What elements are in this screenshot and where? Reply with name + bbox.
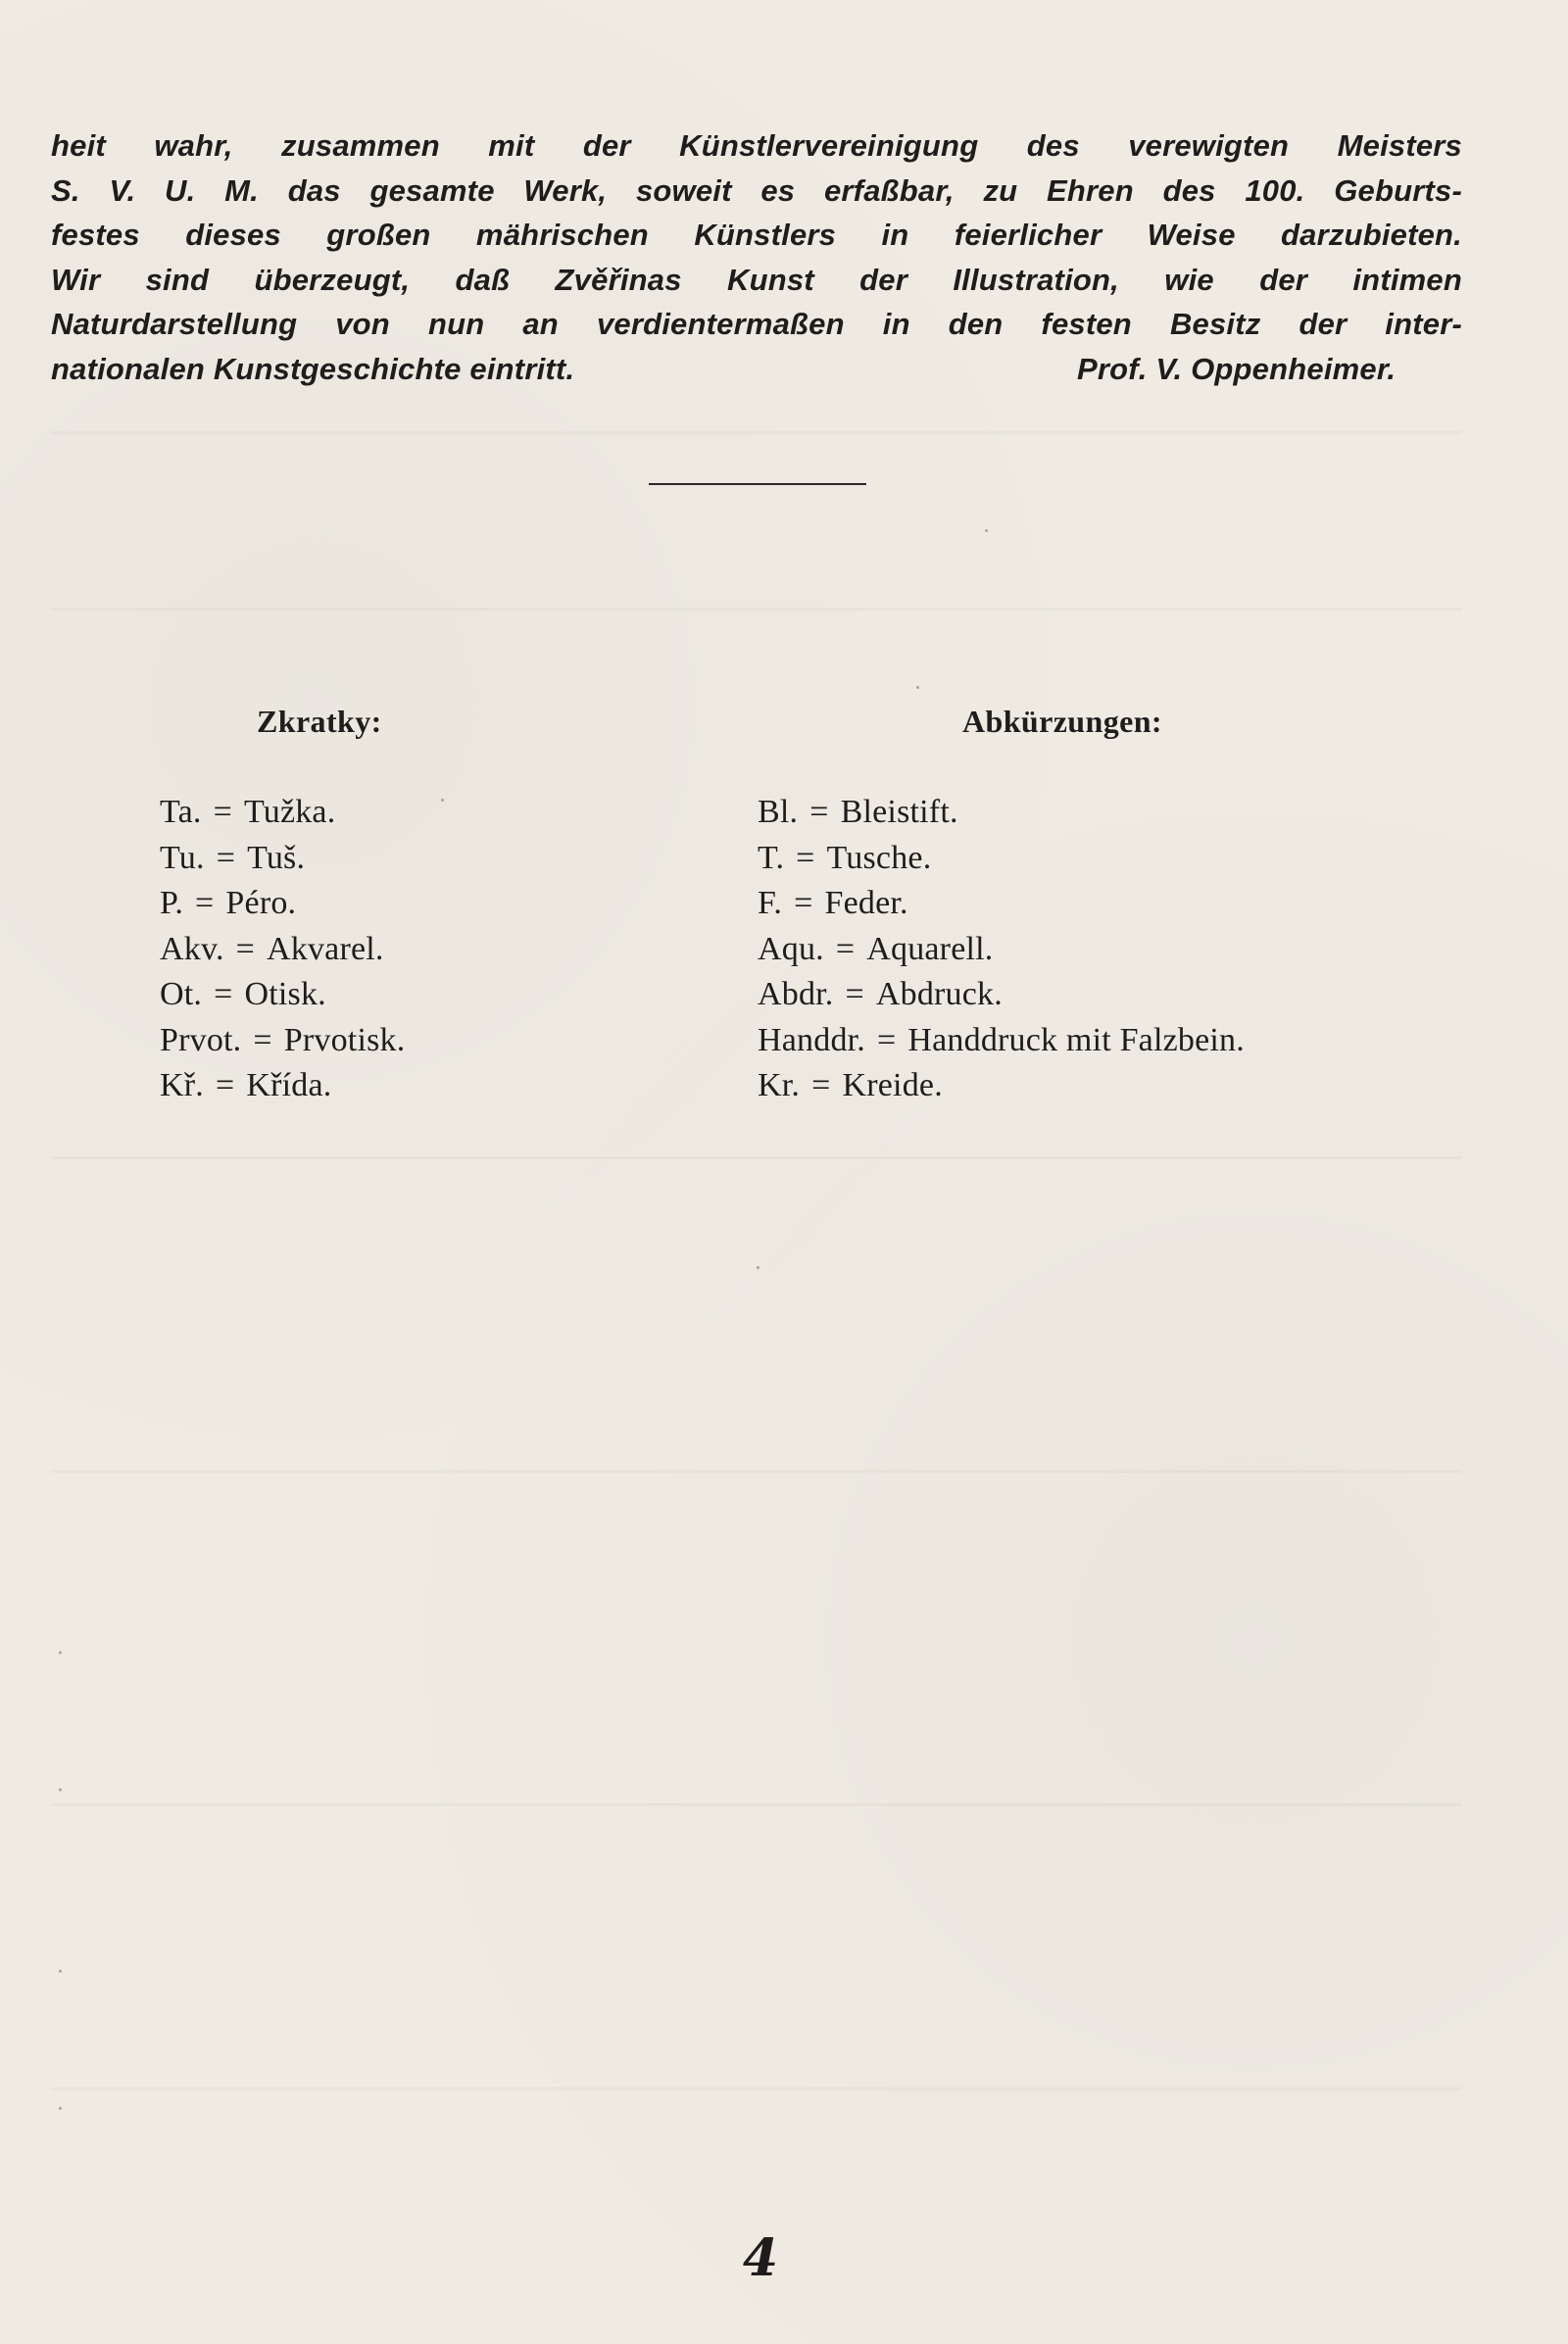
equals-sign: = — [235, 930, 256, 967]
abbreviation: Handdr. — [758, 1021, 865, 1058]
abbreviation-entry — [160, 836, 405, 882]
paragraph-last-line-text: nationalen Kunstgeschichte eintritt. — [51, 351, 575, 386]
german-abbreviations-heading: Abkürzungen: — [962, 704, 1162, 739]
abbreviation: Abdr. — [758, 976, 834, 1012]
text-paragraph — [51, 123, 1462, 391]
czech-abbreviations-list — [160, 790, 405, 1109]
abbreviation: Ta. — [160, 794, 202, 830]
abbreviation: Kř. — [160, 1067, 204, 1103]
abbreviation-meaning: Kreide. — [842, 1067, 943, 1103]
paragraph-line: heit wahr, zusammen mit der Künstlervereinigung des verewigten Meisters — [51, 128, 1462, 163]
abbreviation: Bl. — [758, 794, 799, 830]
equals-sign: = — [215, 1067, 235, 1103]
abbreviation: T. — [758, 839, 785, 876]
equals-sign: = — [877, 1021, 897, 1058]
equals-sign: = — [796, 839, 815, 876]
equals-sign: = — [794, 885, 813, 921]
equals-sign: = — [213, 794, 232, 830]
paper-bleed-through — [51, 2087, 1462, 2090]
equals-sign: = — [811, 1067, 831, 1103]
paper-speck — [916, 686, 919, 689]
abbreviation-meaning: Feder. — [824, 885, 908, 921]
abbreviation-meaning: Tusche. — [826, 839, 932, 876]
paragraph-line: festes dieses großen mährischen Künstlers in feierlicher Weise darzubieten. — [51, 218, 1462, 252]
equals-sign: = — [845, 976, 864, 1012]
abbreviation: Aqu. — [758, 930, 824, 967]
abbreviation-entry — [160, 1063, 405, 1109]
author-signature: Prof. V. Oppenheimer. — [1077, 351, 1396, 386]
abbreviation-entry — [758, 1018, 1245, 1064]
paragraph-line: S. V. U. M. das gesamte Werk, soweit es erfaßbar, zu Ehren des 100. Geburts- — [51, 172, 1462, 208]
paper-speck — [59, 1970, 62, 1973]
abbreviation-entry — [758, 972, 1245, 1018]
paper-speck — [59, 2107, 62, 2110]
paper-bleed-through — [51, 608, 1462, 610]
abbreviation: Akv. — [160, 930, 224, 967]
abbreviation-entry — [758, 790, 1245, 836]
paragraph-line: Naturdarstellung von nun an verdientermaßen in den festen Besitz der inter- — [51, 307, 1462, 341]
equals-sign: = — [216, 839, 236, 876]
paper-bleed-through — [51, 431, 1462, 434]
abbreviation-meaning: Prvotisk. — [283, 1021, 406, 1058]
abbreviation: F. — [758, 885, 783, 921]
equals-sign: = — [809, 794, 829, 830]
page-number: 4 — [742, 2228, 779, 2288]
abbreviation-entry — [160, 790, 405, 836]
abbreviation-meaning: Bleistift. — [840, 794, 958, 830]
abbreviation-meaning: Akvarel. — [267, 930, 384, 967]
abbreviation-meaning: Otisk. — [244, 976, 326, 1012]
abbreviation-entry — [758, 881, 1245, 927]
paper-bleed-through — [51, 1803, 1462, 1806]
abbreviation-entry — [160, 1018, 405, 1064]
paper-speck — [757, 1266, 760, 1269]
equals-sign: = — [253, 1021, 272, 1058]
paper-speck — [985, 529, 988, 532]
abbreviation: P. — [160, 885, 184, 921]
abbreviation: Tu. — [160, 839, 205, 876]
section-divider — [649, 483, 866, 485]
abbreviation-meaning: Handdruck mit Falzbein. — [907, 1021, 1245, 1058]
equals-sign: = — [195, 885, 215, 921]
paper-speck — [59, 1651, 62, 1654]
paper-bleed-through — [51, 1470, 1462, 1473]
abbreviation-entry — [160, 927, 405, 973]
abbreviation-meaning: Tuš. — [247, 839, 306, 876]
abbreviation-entry — [160, 972, 405, 1018]
equals-sign: = — [835, 930, 856, 967]
abbreviation: Ot. — [160, 976, 203, 1012]
abbreviation-meaning: Křída. — [246, 1067, 332, 1103]
paragraph-line — [51, 347, 1462, 392]
paper-bleed-through — [51, 1156, 1462, 1159]
abbreviation-meaning: Abdruck. — [875, 976, 1003, 1012]
abbreviation-entry — [758, 1063, 1245, 1109]
paper-speck — [441, 799, 444, 802]
abbreviation-meaning: Aquarell. — [866, 930, 994, 967]
abbreviation-entry — [758, 927, 1245, 973]
abbreviation-meaning: Tužka. — [243, 794, 336, 830]
abbreviation: Prvot. — [160, 1021, 242, 1058]
abbreviation-entry — [160, 881, 405, 927]
czech-abbreviations-heading: Zkratky: — [257, 704, 382, 739]
german-abbreviations-list — [758, 790, 1245, 1109]
abbreviation-entry — [758, 836, 1245, 882]
abbreviation-meaning: Péro. — [225, 885, 297, 921]
equals-sign: = — [214, 976, 233, 1012]
abbreviation: Kr. — [758, 1067, 801, 1103]
paragraph-line: Wir sind überzeugt, daß Zvěřinas Kunst der Illustration, wie der intimen — [51, 262, 1462, 297]
paper-speck — [59, 1788, 62, 1791]
